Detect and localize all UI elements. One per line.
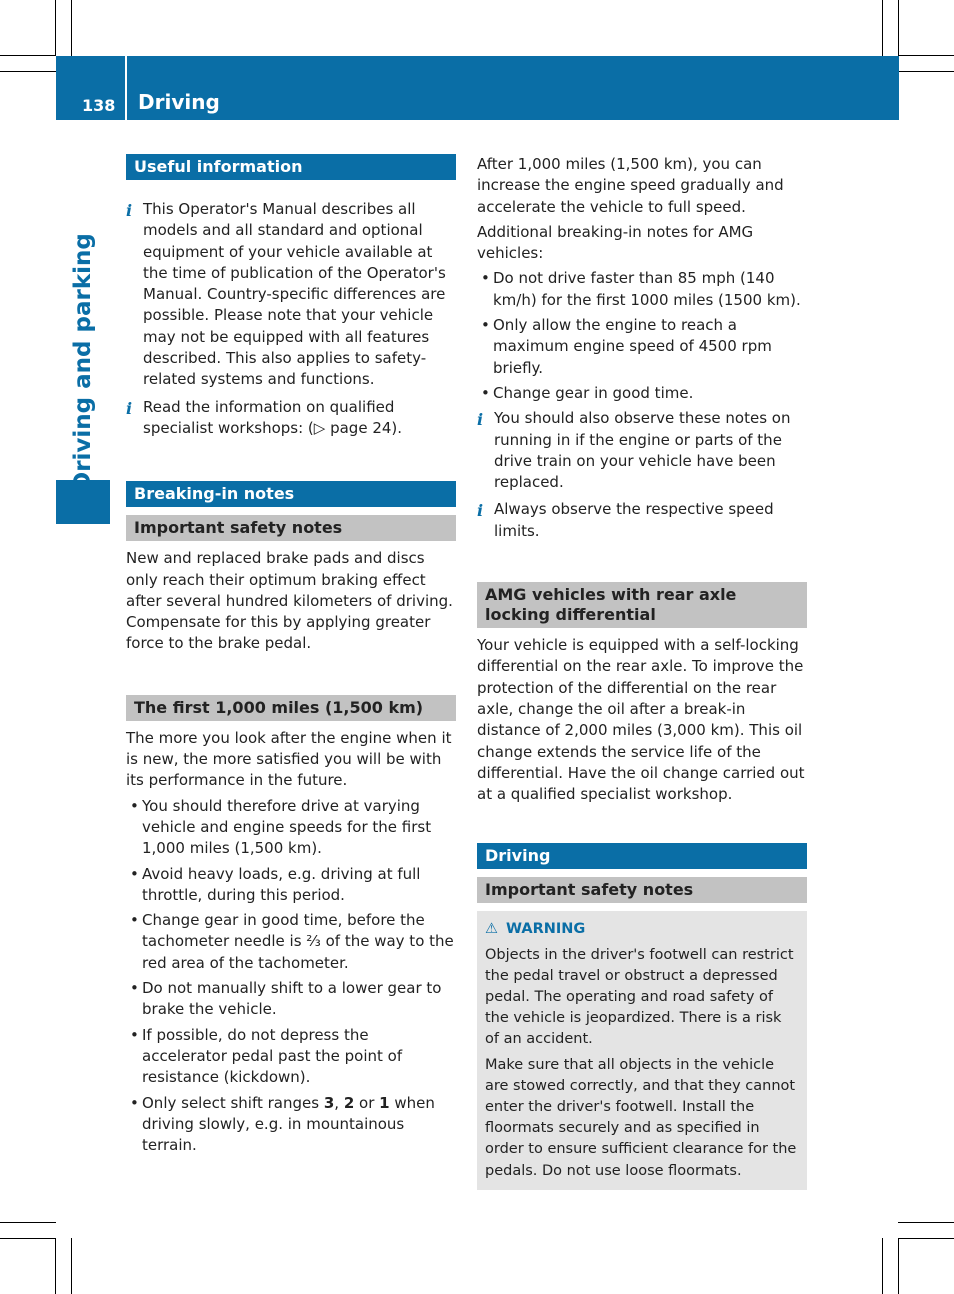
crop-mark	[0, 55, 56, 56]
warning-box	[477, 911, 807, 1189]
info-icon: i	[477, 501, 484, 521]
list-item: • Avoid heavy loads, e.g. driving at full throttle, during this period.	[126, 864, 456, 907]
warning-text: Objects in the driver's footwell can restrict the pedal travel or obstruct a depressed pedal. The operating and road safety of the vehicle is jeopardized. There is a risk of an accident.	[485, 946, 794, 1048]
info-note	[477, 499, 807, 542]
info-text: Always observe the respective speed limits.	[494, 500, 774, 540]
list-item: • Change gear in good time, before the tachometer needle is ⅔ of the way to the red area of the tachometer.	[126, 910, 456, 974]
gear-3: 3	[323, 1093, 335, 1112]
warning-triangle-icon: ⚠	[485, 921, 498, 938]
info-text: You should also observe these notes on running in if the engine or parts of the drive train on your vehicle have been replaced.	[494, 409, 791, 492]
right-column	[477, 154, 807, 1190]
list-item: • If possible, do not depress the accelerator pedal past the point of resistance (kickdown).	[126, 1025, 456, 1089]
list-item: • Do not drive faster than 85 mph (140 km/h) for the first 1000 miles (1500 km).	[477, 268, 807, 311]
text: or	[354, 1093, 380, 1112]
gear-2: 2	[343, 1093, 355, 1112]
crop-mark	[882, 0, 883, 56]
list-item: • Only allow the engine to reach a maximum engine speed of 4500 rpm briefly.	[477, 315, 807, 379]
crop-mark	[898, 1238, 899, 1294]
paragraph: New and replaced brake pads and discs only reach their optimum braking effect after several hundred kilometers of driving. Compensate for this by applying greater force to the brake pedal.	[126, 549, 453, 653]
info-icon: i	[126, 398, 133, 418]
crop-mark	[898, 55, 954, 56]
heading-first-miles: The first 1,000 miles (1,500 km)	[126, 695, 456, 721]
crop-mark	[0, 1238, 56, 1239]
paragraph: Your vehicle is equipped with a self-locking differential on the rear axle. To improve the protection of the differential on the rear axle, change the oil after a break-in distance of 2,000 miles (3,000 km). This oil change extends the service life of the differential. Have the oil change carried out at a qualified specialist workshop.	[477, 636, 805, 804]
text: Only select shift ranges	[142, 1093, 324, 1112]
crop-mark	[882, 1238, 883, 1294]
paragraph: Additional breaking-in notes for AMG vehicles:	[477, 222, 754, 263]
crop-mark	[0, 71, 56, 72]
heading-useful-information: Useful information	[126, 154, 456, 180]
list-item: • You should therefore drive at varying vehicle and engine speeds for the first 1,000 miles (1,500 km).	[126, 796, 456, 860]
gear-1: 1	[379, 1093, 390, 1112]
crop-mark	[55, 0, 56, 56]
heading-amg-differential: AMG vehicles with rear axle locking differential	[477, 582, 807, 628]
side-tab-label: Driving and parking	[70, 233, 96, 491]
warning-title	[485, 919, 799, 940]
heading-driving: Driving	[477, 843, 807, 869]
crop-mark	[898, 1222, 954, 1223]
info-icon: i	[126, 201, 133, 220]
info-note	[126, 199, 456, 391]
info-icon: i	[477, 410, 484, 430]
bullet-list	[477, 268, 807, 404]
crop-mark	[71, 0, 72, 56]
subheading-safety-notes: Important safety notes	[477, 877, 807, 903]
list-item	[126, 1093, 456, 1157]
crop-mark	[71, 1238, 72, 1294]
heading-breaking-in: Breaking-in notes	[126, 481, 456, 507]
crop-mark	[898, 1238, 954, 1239]
text: ,	[334, 1093, 344, 1112]
warning-label: WARNING	[506, 921, 586, 938]
list-item: • Do not manually shift to a lower gear to brake the vehicle.	[126, 978, 456, 1021]
chapter-title: Driving	[138, 90, 220, 114]
info-note	[126, 397, 456, 440]
crop-mark	[55, 1238, 56, 1294]
info-note	[477, 408, 807, 493]
paragraph: After 1,000 miles (1,500 km), you can increase the engine speed gradually and accelerate the vehicle to full speed.	[477, 155, 784, 216]
header-divider	[125, 56, 127, 120]
crop-mark	[0, 1222, 56, 1223]
list-item: • Change gear in good time.	[477, 383, 807, 404]
info-text: Read the information on qualified specialist workshops: (▷ page 24).	[143, 397, 403, 437]
crop-mark	[898, 0, 899, 56]
warning-text: Make sure that all objects in the vehicle are stowed correctly, and that they cannot enter the driver's footwell. Install the floormats securely and as specified in order to ensure sufficient clearance for the pedals. Do not use loose floormats.	[485, 1056, 797, 1179]
crop-mark	[898, 71, 954, 72]
left-column	[126, 154, 456, 1160]
info-text: This Operator's Manual describes all models and all standard and optional equipment of your vehicle available at the time of publication of the Operator's Manual. Country-specific differences are possible. Please note that your vehicle may not be equipped with all features described. This also applies to safety-related systems and functions.	[143, 200, 446, 389]
bullet-list	[126, 796, 456, 1157]
paragraph: The more you look after the engine when it is new, the more satisfied you will be with its performance in the future.	[126, 728, 452, 790]
text: when driving slowly, e.g. in mountainous terrain.	[142, 1093, 435, 1155]
subheading-safety-notes: Important safety notes	[126, 515, 456, 541]
page-number: 138	[82, 96, 116, 115]
